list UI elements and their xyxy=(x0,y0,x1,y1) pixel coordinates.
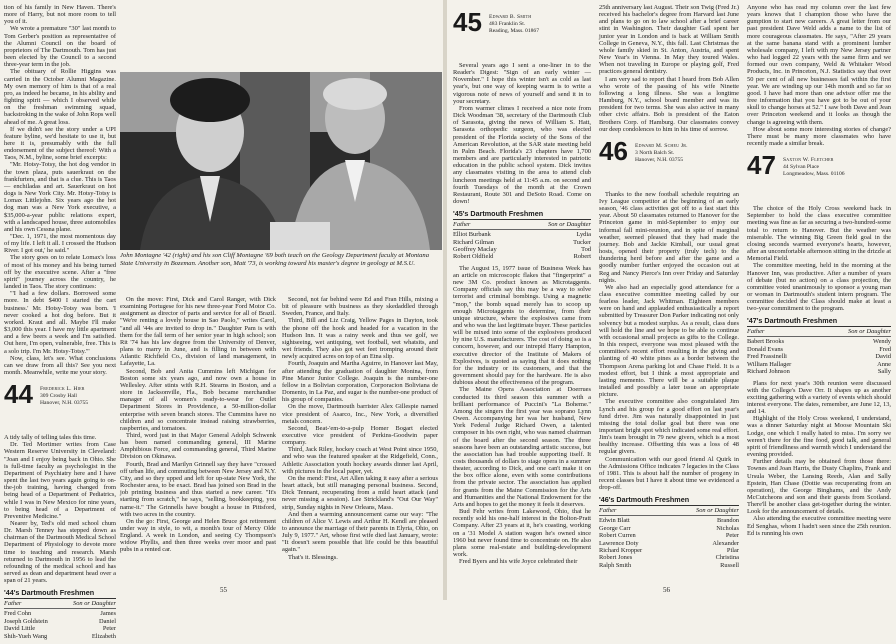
paragraph: Fourth, Brad and Marilyn Grinnell say they have "crossed off urban life, and commuting between New Jersey and N.Y. City, and so they upped and left for up-state New York, the Rochester area, to be exact. Brad has joined son Brad in the job printing business and thus started a new career. "It's starting from scratch," he says, "selling, bookkeeping, you name-it." The Grinnells have bought a house in Pittsford, with two acres in the country. xyxy=(120,460,276,518)
street: 483 Franklin St. xyxy=(489,21,526,27)
paragraph: I am very sad to report that I heard from Bob Allen who wrote of the passing of his wife Ninette following a long illness. She was a longtime Hamburg, N.Y., school board member and was its president for two terms. She was also active in many other civic affairs. Bob is president of the Eaton Brothers Corp. of Hamburg. Our classmates convey our deep condolences to him in his time of sorrow. xyxy=(599,75,739,133)
left-page xyxy=(0,0,443,640)
page-number: 55 xyxy=(220,586,227,594)
table-header xyxy=(453,220,591,230)
left-column-1 xyxy=(4,4,116,644)
father-header: Father xyxy=(599,507,617,515)
table-row xyxy=(4,618,116,625)
child-name: Peter xyxy=(725,532,739,540)
paragraph: That's it. Blessings. xyxy=(288,553,338,561)
paragraph: On the move, Dartmouth barrister Alex Gillespie named vice president of Asarco, Inc., New York, a diversified metals concern. xyxy=(282,403,438,425)
paragraph: Third, Bill and Liz Craig, Yellow Pages in Dayton, took the phone off the hook and headed for a vacation in the Hudson Inn. It was a rainy week and thus we golf, we sightseeing, wet antiquing, wet football, wet whatsits, and wet friends. They also got wet feet tromping around their newly acquired acres on top of an Etna slip. xyxy=(282,317,438,361)
paragraph: Third, Jack Riley, hockey coach at West Point since 1950, and who was the featured speaker at the Ridgefield, Conn., Athletic Association youth hockey awards dinner last April, with pictures in the local paper, yet. xyxy=(282,446,438,475)
child-name: Peter xyxy=(102,625,116,633)
secretary-name: Edward B. Smith xyxy=(489,14,532,20)
paragraph: Second, not far behind were Ed and Fran Hills, mixing a bit of pleasure with business as they skedaddled through Sweden, France, and Italy. xyxy=(282,296,438,318)
paragraph: We wrote a premature "30" last month to Tom Gerber's position as representative of the Alumni Council on the board of proprietors of The Dartmouth. Tom has just been elected by the Council to a second three-year term in the job. xyxy=(4,25,116,69)
child-name: Daniel xyxy=(98,617,116,625)
child-name: David xyxy=(875,353,891,361)
table-row xyxy=(453,246,591,253)
secretary-name: Edward M. Scheu Jr. xyxy=(635,142,688,149)
father-name: Robert Oldfield xyxy=(453,253,494,261)
table-row xyxy=(4,633,116,640)
paragraph: Anyone who has read my column over the last few years knows that I champion those who have the gumption to start new careers. A great letter from our past president Dave Weld adds a name to the list of more courageous classmates. He says, "After 29 years at the same banana stand with a prominent lumber wholesale company, I left with my New Jersey partner who had logged 22 years with the same firm and we formed our own company, Weld & Whitaker Wood Products, Inc. in Princeton, N.J. Statistics say that over 50 per cent of all new businesses fail within the first year. We are winding up our 14th month and so far so good. I have had more than one advisor offer me the free information that you have got to be out of your skull to change horses at 52." I saw both Dave and Jean over Princeton weekend and it looks as though the change is agreeing with them. xyxy=(747,4,891,126)
father-name: Richard Gilman xyxy=(453,238,494,246)
table-row xyxy=(453,231,591,238)
father-name: William Hallager xyxy=(747,360,792,368)
paragraph: How about some more interesting stories of change? There must be many more classmates who have recently made a similar break. xyxy=(747,125,891,147)
paragraph: The Maine Opera Association at Doerrues conducted its third season this summer with a brilliant performance of Puccini's "La Boheme." Among the singers the first year was soprano Lynn Owen. Accompanying her was her husband, New York Federal Judge Richard Owen, a talented composer in his own right, who was named chairman of the board after the second season. The three seasons have been an outstanding artistic success, but the association has had trouble supporting itself. It costs thousands of dollars to stage opera in a summer theater, according to Dick, and one can't make it on the box office alone, even with some contributions from the private sector. The association has applied for grants from the Maine Commission for the Arts and Humanities and the National Endowment for the Arts and hopes to get the money it feels it deserves. xyxy=(453,386,591,508)
paragraph: Plans for next year's 30th reunion were discussed with the College's Dave Orr. It shapes up as another exciting gathering with a variety of events which should interest everyone. The dates, remember, are June 12, 13, and 14. xyxy=(747,379,891,416)
paragraph: The August 15, 1977 issue of Business Week has an article on microscopic flakes that "fingerprint" a new 3M Co. product known as Microtaggents. Company officials say this may be a way to solve terrorist and criminal bombings. Using a magnetic "mop," the bomb squad merely has to scoop up enough Microtaggents to determine, from their unique structure, where the explosives came from and who was the last legitimate buyer. These particles will be mixed into some of the explosives produced by nine U.S. manufacturers. The cost of doing so is a concern, however, and our intrepid Harry Hampton, executive director of the Institute of Makers of Explosives, is quoted as saying that it does nothing for the industry or its customers, and that the government should pay for the hardware. He is also dubious about the effectiveness of the program. xyxy=(453,264,591,387)
paragraph: "Mr. Hotsy-Totsy, the hot dog vendor in the town plaza, puts sauerkraut on the frankfurters, and that is a clue. This is Taos — enchiladas and art. Sauerkraut on hot dogs is New York City. Mr. Hotsy-Totsy is Lomax Littlejohn. Six years ago the hot dog man was a New York executive, a $35,000-a-year public relations expert, with a landscaped house, three automobiles and his own Cessna plane. xyxy=(4,161,116,233)
father-name: George Carr xyxy=(599,524,631,532)
table-header xyxy=(4,599,116,609)
paragraph: If we didn't see the story under a UPI feature byline, we'd hesitate to use it, but here it is, presumably with the full endorsement of the subject thereof: With a Taos, N.M., byline, some brief excerpts: xyxy=(4,125,116,162)
father-name: David Little xyxy=(4,625,36,633)
child-name: Pilar xyxy=(726,547,739,554)
class-45-header xyxy=(453,6,591,58)
city: Hanover, N.H. 03755 xyxy=(635,156,684,163)
paragraph: The choice of the Holy Cross weekend back in September to hold the class executive committee meeting was fine as far as securing a two-hundred-some total to return to Hanover. But the weather was miserable. The winning Big Green field goal in the closing seconds warmed everyone's hearts, however, after an uncomfortable afternoon sitting in the drizzle at Memorial Field. xyxy=(747,205,891,263)
class-number: 47 xyxy=(747,150,776,181)
paragraph: We also had an especially good attendance for a class executive committee meeting called by our fearless leader, Jack Whitman. Eighteen members were on hand and applauded enthusiastically a report submitted by Treasurer Don Parker indicating not only solvency but a modest surplus. As a result, class dues will hold the line and we hope to be able to continue with occasional small projects as gifts to the College. In this respect, everyone was most pleased with the committee's recent effort resulting in the giving and planting of 40 white pines as a border between the Thompson Arena parking lot and Chase Field. It is a modest effort, but I think a most appropriate and lasting memento. There will be a suitable plaque installed and possibly a later issue an appropriate picture. xyxy=(599,283,739,399)
secretary-address xyxy=(40,386,88,407)
paragraph: Third, word just in that Major General Adolph Schwenk has been named commanding general, III Marine Amphibious Force, and commanding general, Third Marine Division on Okinawa. xyxy=(120,431,276,461)
father-header: Father xyxy=(453,221,471,229)
paragraph: Highlight of the Holy Cross weekend, I understand, was a dinner Saturday night at Moose Mountain Ski Lodge, one which I really hated to miss. I'm sorry we weren't there for the fine food, good talk, and general spirit of friendliness and warmth which I understand the evening provided. xyxy=(747,415,891,459)
child-name: Anne xyxy=(877,360,891,368)
city: Longmeadow, Mass. 01106 xyxy=(783,171,845,178)
table-row xyxy=(747,353,891,360)
paragraph: tion of his family in New Haven. There's more of Harry, but not more room to tell you of it. xyxy=(4,4,116,26)
street: 309 Crosby Hall xyxy=(40,393,77,400)
freshmen-table-45 xyxy=(453,209,591,261)
father-name: Richard Kropper xyxy=(599,547,643,554)
table-row xyxy=(599,532,739,539)
freshmen-table-47 xyxy=(747,316,891,375)
paragraph: On the move: First, Dick and Carol Ranger, with Dick examining Portugese for his new three-year Ford Motor Co. assignment as director of parts and service for all of Brazil. "We're renting a lovely house in Sao Paolo," writes Carol, "and all '44s are invited to drop in." Daughter Pam is with them for the fall term of her senior year in high school; son Rit '74 has his law degree from the University of Denver, plans to marry in June, and is filling in between with Atlantic Richfield Co., division of land management, in Lafayette, La. xyxy=(120,296,276,368)
table-row xyxy=(599,562,739,569)
paragraph: Further details may be obtained from those there: Townes and Joan Harris, the Dusty Chaplins, Frank and Ursula Weber, the Lansing Reeds, Alan and Sally Epstein, Han Chase (Dottie was recuperating from an operation), the George Binghams, and the Andy McCutcheons and son and their guests from Scotland. There'll be another class get-together during the winter. Look for the announcement of details. xyxy=(747,458,891,516)
class-number: 45 xyxy=(453,7,482,37)
father-name: Ralph Smith xyxy=(599,561,632,569)
table-row xyxy=(747,368,891,375)
son-header: Son or Daughter xyxy=(848,328,891,336)
right-column-1 xyxy=(453,4,591,565)
secretary-address xyxy=(635,143,688,164)
child-name: Russell xyxy=(720,561,739,569)
photo-illustration xyxy=(120,72,442,250)
street: 44 Sylvan Place xyxy=(783,164,820,171)
table-row xyxy=(747,361,891,368)
paragraph: Now, class, let's see. What conclusions can we draw from all this? See you next month. Meanwhile, write me your story. xyxy=(4,354,116,376)
paragraph: On the go: First, George and Helen Bruce got retirement under way in style, to wit, a month's tour of Mercy Olde England. A week in London, and seeing Cy Thompson's widow Phyllis, and then three weeks over moor and past pubs in a rented car. xyxy=(120,517,276,554)
street: 3 North Balch St. xyxy=(635,149,675,156)
father-name: Edwin Blatt xyxy=(599,517,630,525)
table-title: '47's Dartmouth Freshmen xyxy=(747,316,891,327)
table-row xyxy=(4,625,116,632)
table-title: '45's Dartmouth Freshmen xyxy=(453,209,591,220)
class-44-header xyxy=(4,378,116,430)
city: Reading, Mass. 01867 xyxy=(489,28,540,34)
secretary-name: Saxton W. Fletcher xyxy=(783,157,834,164)
child-name: Lydia xyxy=(576,231,591,239)
table-row xyxy=(599,540,739,547)
child-name: Sally xyxy=(877,368,891,376)
paragraph: Second, Bob and Anita Cummins left Michigan for Boston some six years ago, and now own a house in Wellesley. After stints with R.H. Stearns in Boston, and a store in Jacksonville, Fla., Bob became merchandise manager of all women's ready-to-wear for Outlet Department Stores in Providence, a 50-million-dollar enterprise with seven branch stores. The Cummins have no children and so concentrate instead raising strawberries, raspberries, and tomatoes. xyxy=(120,367,276,432)
right-column-2 xyxy=(599,4,739,573)
father-name: Joseph Goldstein xyxy=(4,617,48,625)
child-name: Tod xyxy=(581,245,591,253)
father-name: Fred Cohn xyxy=(4,610,32,618)
class-47-header xyxy=(747,149,891,201)
child-name: Christina xyxy=(715,554,739,562)
father-name: Richard Johnson xyxy=(747,368,790,376)
photo-caption: John Montagne '42 (right) and his son Cliff Montagne '69 both teach on the Geology Department faculty at Montana State University in Bozeman. Another son, Matt '73, is working toward his master's degree in geology at M.S.U. xyxy=(120,252,430,267)
table-header xyxy=(599,506,739,516)
son-header: Son or Daughter xyxy=(696,507,739,515)
child-name: Alexander xyxy=(712,539,739,547)
table-title: '46's Dartmouth Freshmen xyxy=(599,495,739,506)
father-header: Father xyxy=(4,600,22,608)
paragraph: A tidy tally of telling tales this time. xyxy=(4,434,97,442)
city: Hanover, N.H. 03755 xyxy=(40,400,89,407)
father-name: Robert Curren xyxy=(599,532,636,540)
father-header: Father xyxy=(747,328,765,336)
class-46-header xyxy=(599,135,739,187)
paragraph: Also attending the executive committee meeting were Ed Senghas, whom I hadn't seen since the 25th reunion. Ed is running his own xyxy=(747,515,891,537)
table-row xyxy=(453,253,591,260)
secretary-name: Frederick L. Hier xyxy=(40,386,85,393)
child-name: Robert xyxy=(573,253,591,261)
child-name: Brandon xyxy=(716,517,739,525)
paragraph: Dr. Ted Mortimer writes from Case Western Reserve University in Cleveland: "Joan and I enjoy being back in Ohio. She is full-time faculty as psychologist in the Department of Psychiatry here and I have spent the last two years again going to on-the-job training, having changed from being head of a Department of Pediatrics, while I was in New Mexico for nine years, to being head of a Department of Preventive Medicine." xyxy=(4,441,116,520)
paragraph: "Dec. 1, 1971, the most momentous day of my life. I left it all. I crossed the Hudson River. I got out,' he said." xyxy=(4,233,116,255)
paragraph: Bud Fehr writes from Lakewood, Ohio, that he recently sold his one-half interest in the Bolton-Pratt Company. After 23 years at it, he's coasting, working on a '31 Model A station wagon he's owned since 1960 but never found time to concentrate on. He also plans some real-estate and building-development work. xyxy=(453,508,591,558)
freshmen-table-46 xyxy=(599,495,739,569)
child-name: Elizabeth xyxy=(91,632,116,640)
page-number: 56 xyxy=(663,586,670,594)
paragraph: From warmer climes I received a nice note from Dick Woodman '38, secretary of the Dartmouth Club of Sarasota, giving the news of William S. Hatt, Sarasota orthopedic surgeon, who was elected president of the Florida society of the Sons of the American Revolution, at the SAR state meeting held in Palm Beach. Florida's 23 chapters have 1,700 members and are particularly interested in patriotic education in the public school system. Dick invites any classmates visiting in the area to attend club luncheon meetings held at 11:45 a.m. on second and fourth Tuesdays of the month at the Crown Restaurant, Route 301 and DeSoto Road. Come on down! xyxy=(453,104,591,205)
father-name: Donald Evans xyxy=(747,345,784,353)
paragraph: Thanks to the new football schedule requiring an Ivy League competitor at the beginning of an early season, '46 class activities got off to a fast start this year. About 50 classmates returned to Hanover for the Princeton game in mid-September to enjoy our informal fall mini-reunion, and in spite of marginal weather, seemed pleased that they had made the journey. Bob and Jackie Kimball, our usual great hosts, opened their property (truly tech) to the thundering herd before and after the game and a goodly number further enjoyed the occasion out at Reg and Nancy Pierce's Inn over Friday and Saturday nights. xyxy=(599,190,739,284)
child-name: Nicholas xyxy=(716,524,739,532)
paragraph: Communication with our good friend Al Quirk in the Admissions Office indicates 7 legacies in the Class of 1981. This is about half the number of progeny in recent classes but I have it about time we evidenced a drop-off. xyxy=(599,455,739,492)
right-page xyxy=(447,0,896,600)
paragraph: The executive committee also congratulated Jim Lynch and his group for a good effort on last year's fund drive. Jim was naturally disappointed in just missing the total dollar goal but there was one important bright spot which indicated some real effort. Jim's team brought in 79 new givers, which is a most healthy increase. Offsetting this was a loss of 48 regular givers. xyxy=(599,398,739,456)
table-row xyxy=(747,346,891,353)
paragraph: Nearer by, Ted's old med school chum Dr. Marsh Tenney has stepped down as chairman of the Dartmouth Medical School Department of Physiology to devote more time to teaching and research. Marsh returned to Dartmouth in 1956 to lead the refounding of the medical school and has served as dean and department head over a span of 21 years. xyxy=(4,520,116,585)
table-header xyxy=(747,327,891,337)
child-name: Wendy xyxy=(873,338,891,346)
father-name: Robert Jones xyxy=(599,554,633,562)
table-title: '44's Dartmouth Freshmen xyxy=(4,588,116,599)
paragraph: The story goes on to relate Lomax's loss of most of his money and his being turned off by the executive scene. After a "free spirit" journey across the country, he landed in Taos. The story continues: xyxy=(4,254,116,291)
paragraph: 25th anniversary last August. Their son Twig (Fred Jr.) received his bachelor's degree from Harvard last June and plans to go on to law school after a brief career stint in Washington. Their daughter Gail spent her junior year in London and is back at William Smith College in Geneva, N.Y., this fall. Last Christmas the whole family skied in St. Anton, Austria, and spent New Year's in Vienna. In May they toured Wales. When not traveling in Europe or playing golf, Fred practices general dentistry. xyxy=(599,4,739,76)
table-row xyxy=(599,547,739,554)
father-name: Shih-Yueh Wang xyxy=(4,632,48,640)
father-name: Geoffrey Maclay xyxy=(453,245,497,253)
secretary-address xyxy=(783,157,845,178)
father-name: Lawrence Doty xyxy=(599,539,639,547)
table-row xyxy=(747,338,891,345)
paragraph: The obituary of Rollie Higgins was carried in the October Alumni Magazine. My own memory of him is that of a real pro, as indeed he became, in his ability and fighting spirit — which I observed while on the freshman swimming squad, backstroking in the wake of John Rops well ahead of me. A great loss. xyxy=(4,68,116,126)
father-name: Babert Brooks xyxy=(747,338,785,346)
left-column-3 xyxy=(282,296,438,561)
paragraph: The committee meeting, held in the morning at the Hanover Inn, was productive. After a number of years of debate (but no action) on a class projection, the committee voted unanimously to sponsor a young man or woman in Dartmouth's student intern program. The committee decided the Class should make at least a two-year commitment to the program. xyxy=(747,262,891,313)
secretary-address xyxy=(489,14,539,35)
paragraph: Second, Beat-'em-to-a-pulp Homer Bogart elected executive vice president of Perkins-Goodwin paper company. xyxy=(282,424,438,447)
class-number: 44 xyxy=(4,379,33,410)
photo-montagne xyxy=(120,72,442,250)
freshmen-table-44 xyxy=(4,588,116,640)
child-name: Fred xyxy=(879,345,891,353)
child-name: James xyxy=(100,610,116,618)
left-column-2 xyxy=(120,296,276,554)
table-row xyxy=(453,239,591,246)
table-row xyxy=(599,517,739,524)
son-header: Son or Daughter xyxy=(73,600,116,608)
paragraph: Fred Byers and his wife Joyce celebrated their xyxy=(459,558,578,566)
table-row xyxy=(4,610,116,617)
father-name: Fred Frassinelli xyxy=(747,353,787,361)
child-name: Tucker xyxy=(573,238,591,246)
paragraph: And then a warming announcement came our way: "The children of Alice V. Lewis and Arthur H. Kendl are pleased to announce the marriage of their parents in Elyria, Ohio, on July 9, 1977." Art, whose first wife died last January, wrote: "It doesn't seem possible that life could be this beautiful again." xyxy=(282,510,438,554)
son-header: Son or Daughter xyxy=(548,221,591,229)
paragraph: "'I had a few dollars. Borrowed some more. In debt $400 I started the cart business.' Mr. Hotsy-Totsy was born. 'I never cooked a hot dog before. But it worked. Kraut and all. Maybe I'll make $3,000 this year. I have my little apartment and a few beers a week and I'm satisfied. Out here, I'm open, vulnerable, free. This is a solo trip. I'm Mr. Hotsy-Totsy.'" xyxy=(4,290,116,355)
paragraph: On the mend: First, Art Allen taking it easy after a serious heart attack, but still managing personal business. Second, Dick Tennant, recuperating from a mild heart attack (and never missing a session). Lee Strickland's "Out Our Way" strip, Sunday nights in New Orleans, Mass. xyxy=(282,474,438,511)
paragraph: Several years ago I sent a one-liner in to the Reader's Digest: "Sign of an early winter — November." I hope this winter isn't as cold as last year's, but one way of keeping warm is to write a vigorous note of news of yourself and send it in to your secretary. xyxy=(453,62,591,105)
table-row xyxy=(599,554,739,561)
class-number: 46 xyxy=(599,135,628,166)
paragraph: Fourth, Joaquin and Martha Aguirre, in Hanover last May, after attending the graduation of daughter Monina, from Pine Manor Junior College. Joaquin is the number-one fellow in a Bolivian corporation, Corporacion Boliviana de Domento, in La Paz, and sugar is the number-one product of his group of companies. xyxy=(282,360,438,404)
col1-top xyxy=(4,4,116,376)
table-row xyxy=(599,525,739,532)
father-name: Elliot Burbank xyxy=(453,231,491,239)
right-column-3 xyxy=(747,4,891,537)
